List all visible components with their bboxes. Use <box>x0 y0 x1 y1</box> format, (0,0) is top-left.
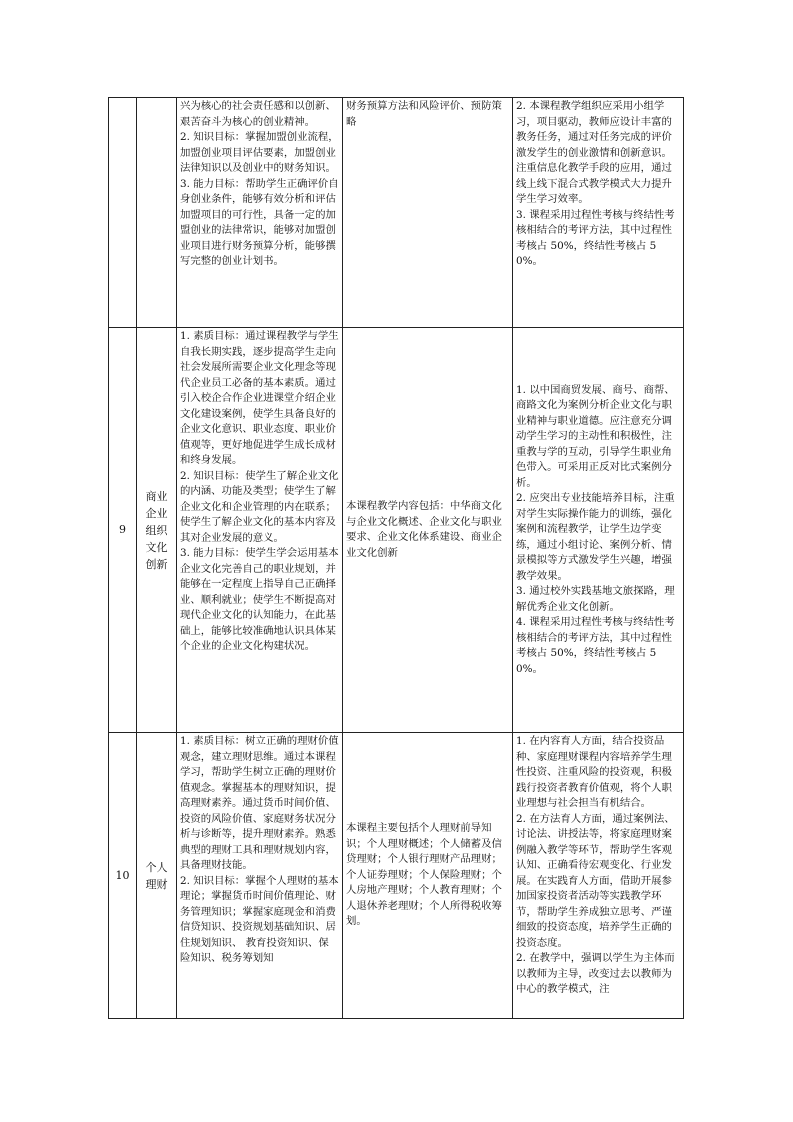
method-item: 2. 在方法育人方面，通过案例法、讨论法、讲授法等，将家庭理财案例融入教学等环节，帮助学生客观认知、正确看待宏观变化、行业发展。在实践育人方面，借助开展参加国家投资者活动等实践教学环节，帮助学生养成独立思考、严谨细致的投资态度，培养学生正确的投资态度。 <box>516 812 675 949</box>
goal-item: 1. 素质目标：通过课程教学与学生自我长期实践，逐步提高学生走向社会发展所需要企业文化理念等现代企业员工必备的基本素质。通过引入校企合作企业进课堂介绍企业文化建设案例，使学生具备良好的企业文化意识、职业态度、职业价值观等，更好地促进学生成长成材和终身发展。 <box>180 330 339 466</box>
course-goals-cell <box>177 98 343 328</box>
content-text: 本课程主要包括个人理财前导知识；个人理财概述；个人储蓄及信贷理财；个人银行理财产品理财；个人证券理财；个人保险理财；个人房地产理财；个人教育理财；个人退休养老理财；个人所得税收筹划。 <box>346 822 502 928</box>
method-item: 1. 在内容育人方面，结合投资品种、家庭理财课程内容培养学生理性投资、注重风险的投资观，积极践行投资者教育价值观，将个人职业理想与社会担当有机结合。 <box>516 735 672 809</box>
course-content-cell <box>343 328 513 733</box>
goal-item: 2. 知识目标：掌握加盟创业流程，加盟创业项目评估要素，加盟创业法律知识以及创业中的财务知识。 <box>180 131 339 174</box>
teaching-methods-cell <box>513 328 684 733</box>
method-item: 3. 课程采用过程性考核与终结性考核相结合的考评方法，其中过程性考核占 50%，终结性考核占 50%。 <box>516 208 675 267</box>
curriculum-table <box>108 97 684 1019</box>
course-content-cell <box>343 733 513 1019</box>
table-row <box>109 733 684 1019</box>
course-content-cell <box>343 98 513 328</box>
content-text: 本课程教学内容包括：中华商文化与企业文化概述、企业文化与职业要求、企业文化体系建设、商业企业文化创新 <box>346 500 502 559</box>
method-item: 3. 通过校外实践基地文旅探路，理解优秀企业文化创新。 <box>516 585 675 613</box>
row-number-cell: 10 <box>109 733 137 1019</box>
table-row <box>109 98 684 328</box>
course-goals-cell <box>177 328 343 733</box>
goal-item: 兴为核心的社会责任感和以创新、艰苦奋斗为核心的创业精神。 <box>180 100 336 128</box>
table-row <box>109 328 684 733</box>
method-item: 1. 以中国商贸发展、商号、商帮、商路文化为案例分析企业文化与职业精神与职业道德。应注意充分调动学生学习的主动性和积极性，注重教与学的互动，引导学生职业角色带入。可采用正反对比式案例分析。 <box>516 383 675 489</box>
row-number-cell <box>109 98 137 328</box>
row-number-cell: 9 <box>109 328 137 733</box>
course-name-cell: 商业企业组织文化创新 <box>137 328 177 733</box>
course-name-cell: 个人理财 <box>137 733 177 1019</box>
course-goals-cell <box>177 733 343 1019</box>
goal-item: 2. 知识目标：使学生了解企业文化的内涵、功能及类型；使学生了解企业文化和企业管理的内在联系；使学生了解企业文化的基本内容及其对企业发展的意义。 <box>180 469 339 544</box>
goal-item: 3. 能力目标：帮助学生正确评价自身创业条件，能够有效分析和评估加盟项目的可行性，具备一定的加盟创业的法律常识，能够对加盟创业项目进行财务预算分析，能够撰写完整的创业计划书。 <box>180 177 339 267</box>
goal-item: 1. 素质目标：树立正确的理财价值观念，建立理财思维。通过本课程学习，帮助学生树立正确的理财价值观念。掌握基本的理财知识，提高理财素养。通过货币时间价值、投资的风险价值、家庭财务状况分析与诊断等，提升理财素养。熟悉典型的理财工具和理财规划内容，具备理财技能。 <box>180 735 339 871</box>
teaching-methods-cell <box>513 98 684 328</box>
method-item: 2. 本课程教学组织应采用小组学习，项目驱动，教师应设计丰富的教务任务，通过对任务完成的评价激发学生的创业激情和创新意识。注重信息化教学手段的应用，通过线上线下混合式教学模式大力提升学生学习效率。 <box>516 100 672 205</box>
goal-item: 3. 能力目标：使学生学会运用基本企业文化完善自己的职业规划，并能够在一定程度上指导自己正确择业、顺利就业；使学生不断提高对现代企业文化的认知能力，在此基础上，能够比较准确地认识具体某个企业的企业文化构建状况。 <box>180 547 339 652</box>
method-item: 2. 在教学中，强调以学生为主体而以教师为主导，改变过去以教师为中心的教学模式，注 <box>516 952 675 995</box>
course-name-cell <box>137 98 177 328</box>
content-text: 财务预算方法和风险评价、预防策略 <box>346 100 502 128</box>
method-item: 2. 应突出专业技能培养目标，注重对学生实际操作能力的训练，强化案例和流程教学，让学生边学变练，通过小组讨论、案例分析、情景模拟等方式激发学生兴趣，增强教学效果。 <box>516 492 675 582</box>
method-item: 4. 课程采用过程性考核与终结性考核相结合的考评方法，其中过程性考核占 50%，终结性考核占 50%。 <box>516 616 675 675</box>
goal-item: 2. 知识目标：掌握个人理财的基本理论；掌握货币时间价值理论、财务管理知识；掌握家庭现金和消费信贷知识、投资规划基础知识、居住规划知识、 教育投资知识、保险知识、税务筹划知 <box>180 874 339 964</box>
teaching-methods-cell <box>513 733 684 1019</box>
